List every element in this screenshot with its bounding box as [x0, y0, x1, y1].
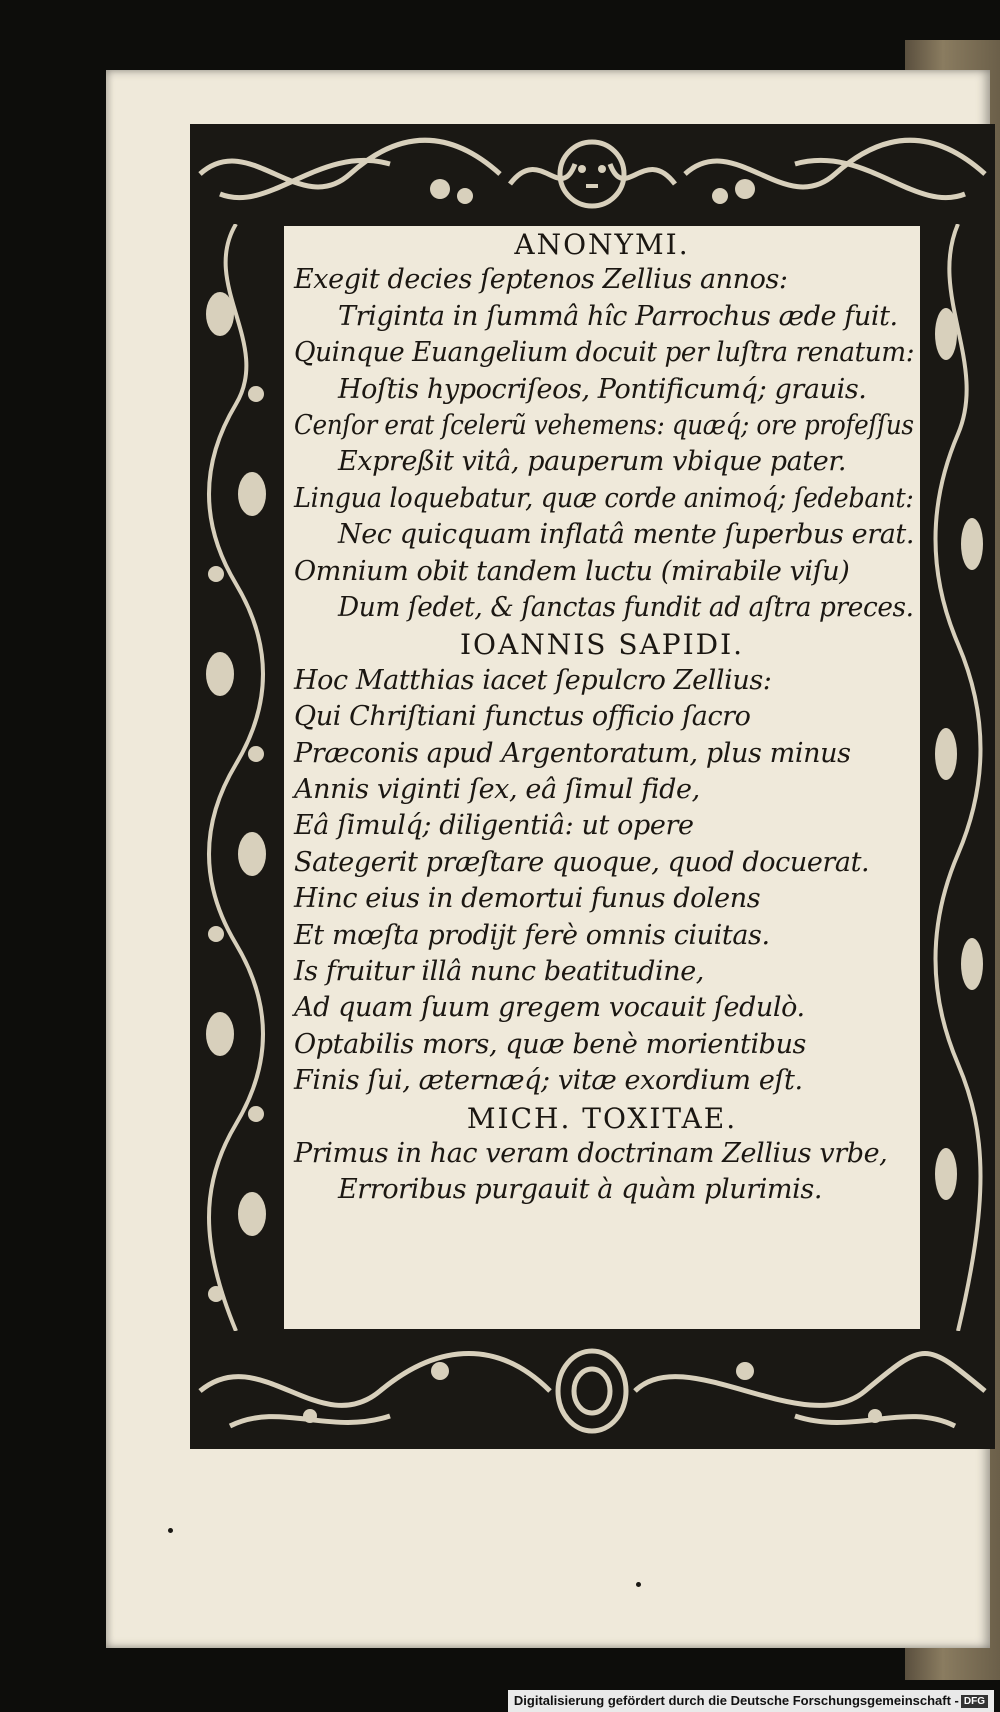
- verse-line: Præconis apud Argentoratum, plus minus: [294, 737, 851, 769]
- verse-line: Hinc eius in demortui funus dolens: [294, 883, 761, 915]
- dfg-logo: DFG: [961, 1695, 988, 1708]
- verse-line: Erroribus purgauit à quàm plurimis.: [338, 1174, 823, 1206]
- verse-line: Sategerit præſtare quoque, quod docuerat.: [294, 846, 870, 878]
- verse-line: Hoc Matthias iacet ſepulcro Zellius:: [294, 664, 772, 696]
- ink-speck: [636, 1582, 641, 1587]
- verse-line: Annis viginti ſex, eâ ſimul fide,: [294, 774, 700, 805]
- verse-line: Finis ſui, æternæq́; vitæ exordium eſt.: [294, 1065, 803, 1097]
- verse-line: Triginta in ſummâ hîc Parrochus æde fuit.: [338, 300, 898, 332]
- poem-text-block: [282, 224, 922, 1331]
- right-ornament-column: [922, 224, 995, 1331]
- scroll-ornament-top: [190, 124, 995, 224]
- verse-line: Ad quam ſuum gregem vocauit ſedulò.: [294, 992, 805, 1024]
- bottom-ornament-band: [190, 1331, 995, 1449]
- foliage-ornament-right: [922, 224, 995, 1331]
- left-ornament-column: [190, 224, 282, 1331]
- verse-line: Cenſor erat ſcelerũ vehemens: quæq́; ore profeſſus: [294, 410, 914, 441]
- top-ornament-band: [190, 124, 995, 224]
- footer-text: Digitalisierung gefördert durch die Deutsche Forschungsgemeinschaft -: [513, 1693, 959, 1708]
- verse-line: Qui Chriſtiani functus officio ſacro: [294, 701, 751, 733]
- foliage-ornament-left: [190, 224, 282, 1331]
- verse-line: Eâ ſimulq́; diligentiâ: ut opere: [294, 810, 694, 842]
- verse-line: Is fruitur illâ nunc beatitudine,: [294, 956, 704, 987]
- verse-line: Lingua loquebatur, quæ corde animoq́; ſedebant:: [294, 482, 914, 514]
- scroll-ornament-bottom: [190, 1331, 995, 1449]
- verse-line: Dum ſedet, & ſanctas fundit ad aſtra preces.: [338, 592, 914, 623]
- section-heading: ANONYMI.: [514, 228, 690, 261]
- digitization-footer: [508, 1690, 994, 1712]
- ink-speck: [168, 1528, 173, 1533]
- section-heading: MICH. TOXITAE.: [466, 1101, 738, 1135]
- verse-line: Omnium obit tandem luctu (mirabile viſu): [294, 555, 850, 587]
- verse-line: Quinque Euangelium docuit per luſtra renatum:: [294, 337, 915, 369]
- verse-line: Hoſtis hypocriſeos, Pontificumq́; grauis.: [338, 373, 867, 405]
- verse-line: Optabilis mors, quæ benè morientibus: [294, 1028, 807, 1060]
- verse-line: Nec quicquam inflatâ mente ſuperbus erat.: [338, 519, 915, 551]
- section-heading: IOANNIS SAPIDI.: [459, 628, 745, 662]
- verse-line: Et mœſta prodijt ferè omnis ciuitas.: [294, 919, 770, 951]
- verse-line: Exegit decies ſeptenos Zellius annos:: [294, 264, 788, 296]
- verse-line: Expreßit vitâ, pauperum vbique pater.: [338, 446, 847, 478]
- verse-line: Primus in hac veram doctrinam Zellius vrbe,: [294, 1138, 888, 1169]
